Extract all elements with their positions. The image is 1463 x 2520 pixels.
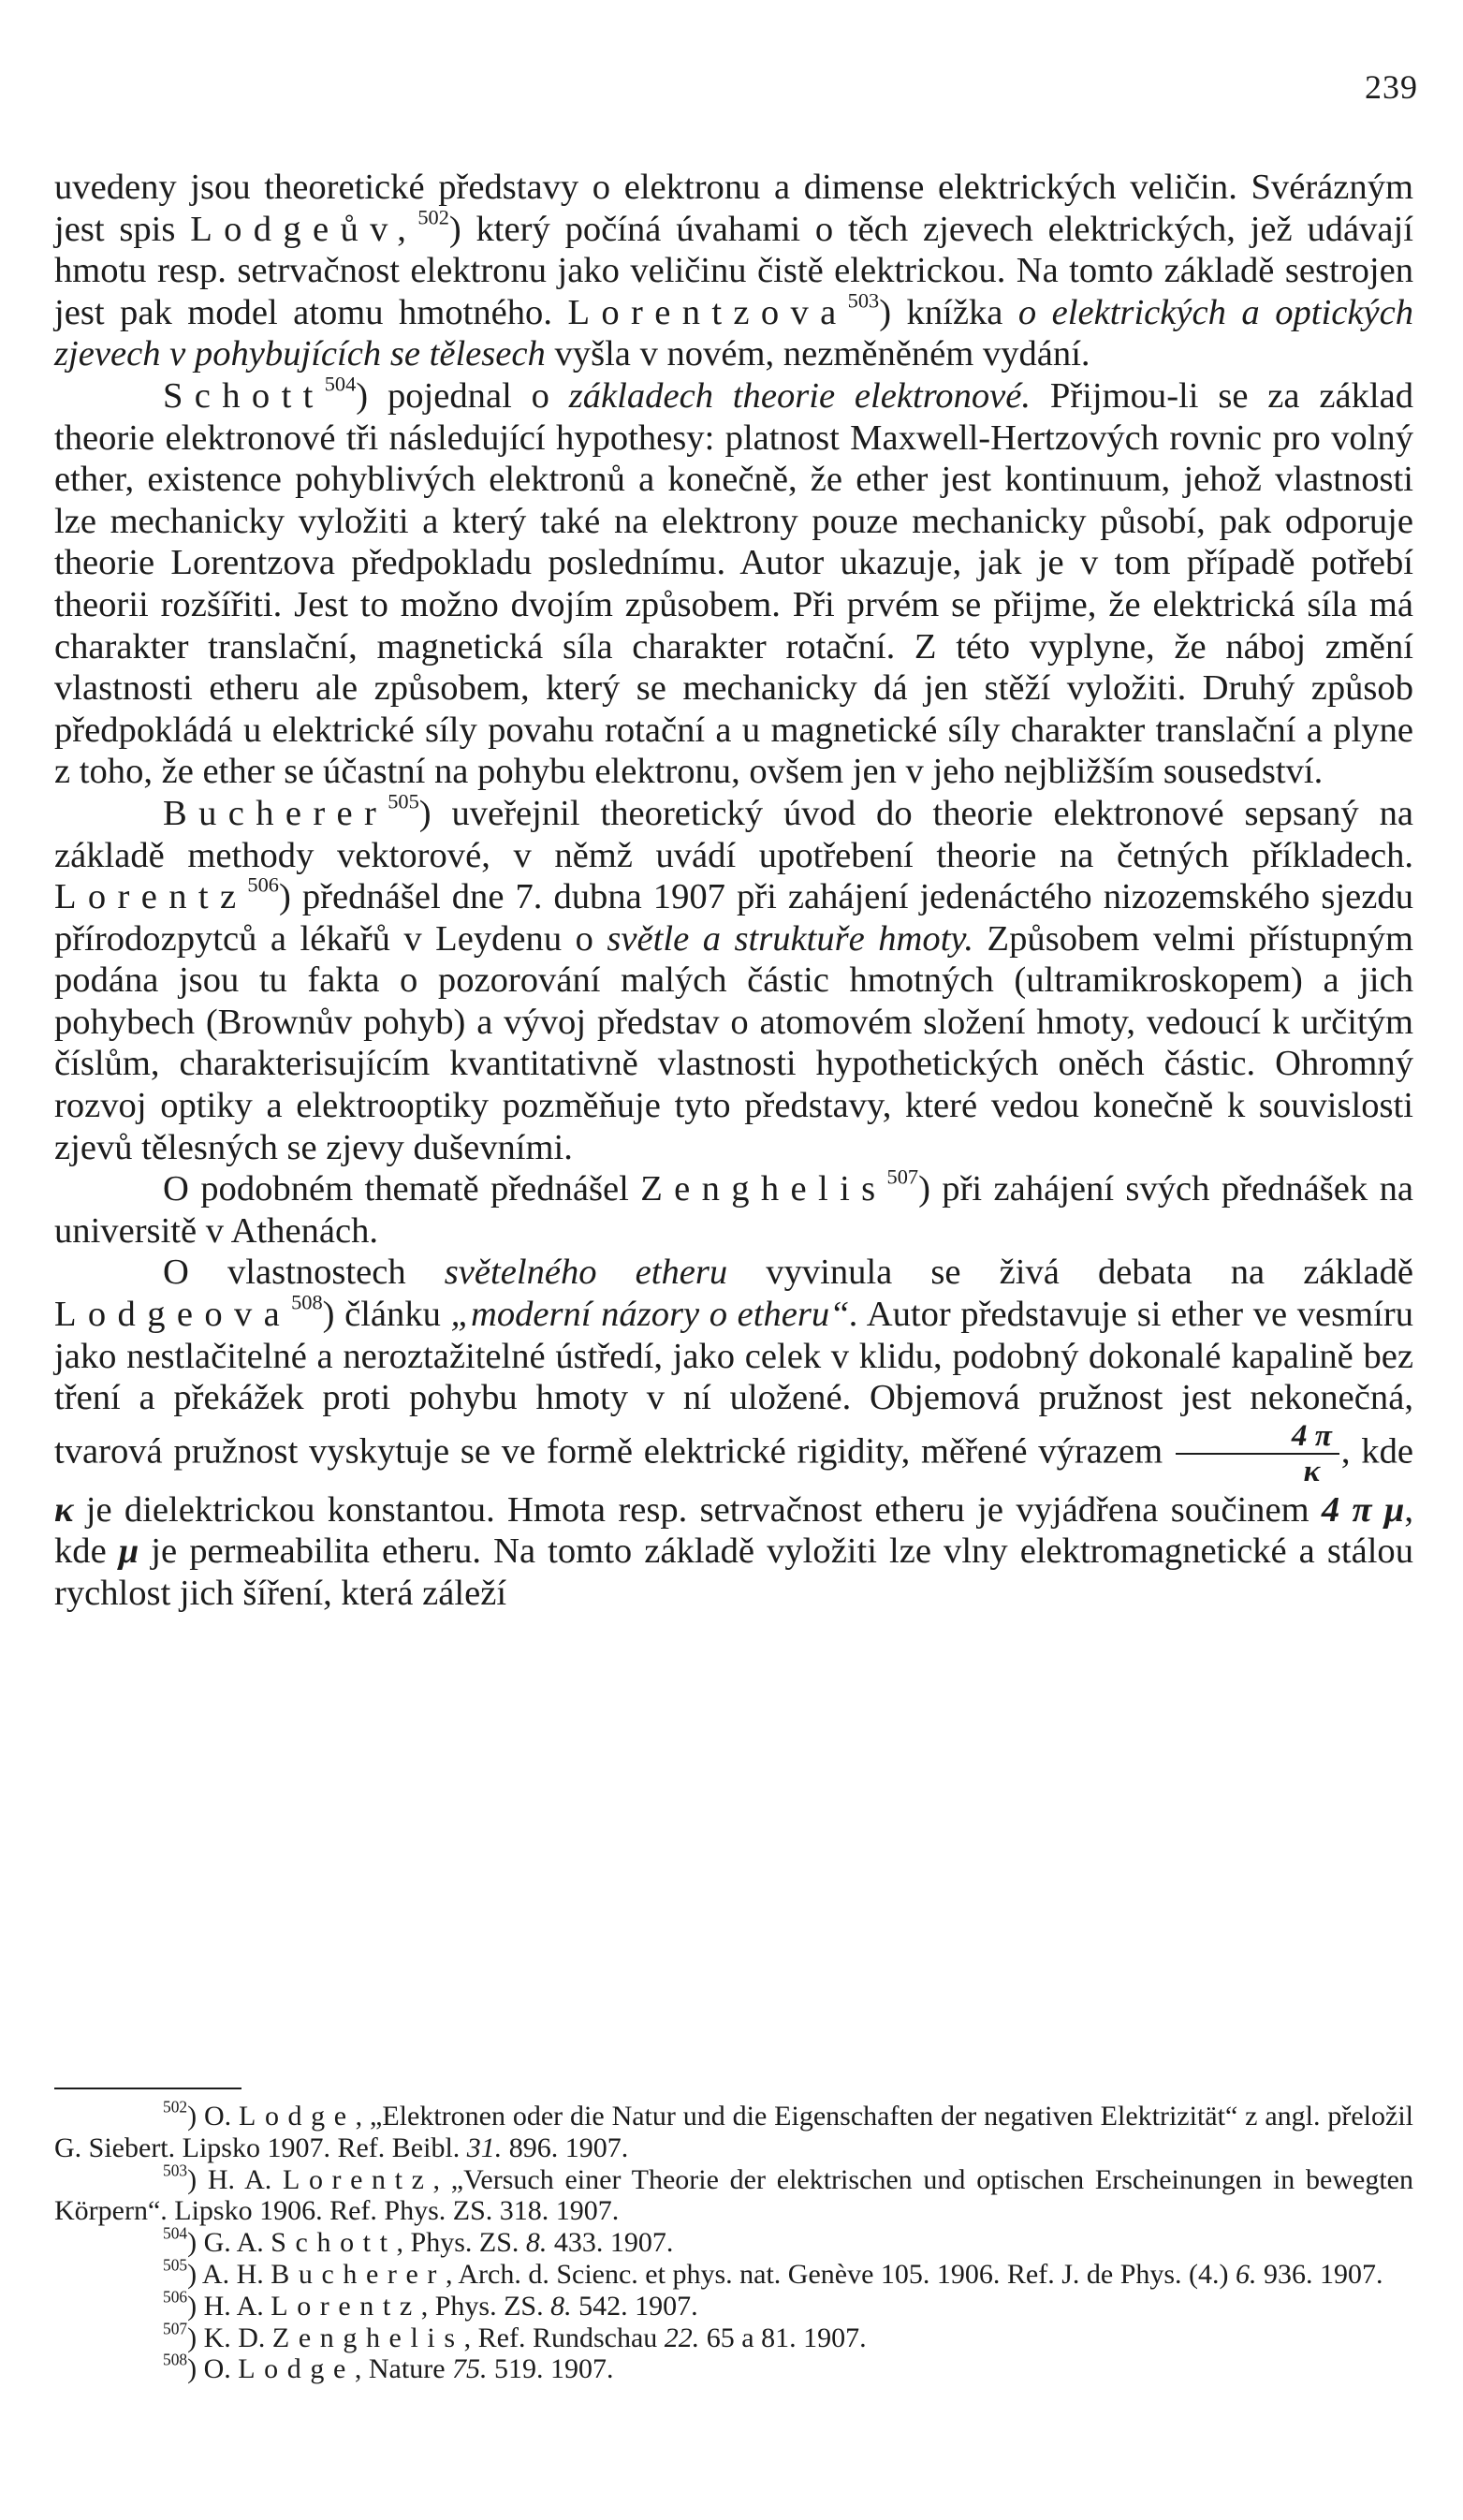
footnote-ref: 502 bbox=[417, 205, 449, 229]
footnote-number: 506 bbox=[163, 2287, 188, 2307]
paragraph bbox=[54, 167, 1413, 375]
volume-number: 31. bbox=[466, 2132, 503, 2163]
text-run: vyvinula se živá debata na základě bbox=[727, 1253, 1413, 1293]
page-number: 239 bbox=[1365, 68, 1418, 106]
text-run: 433. 1907. bbox=[547, 2227, 674, 2259]
author-name: Zenghelis bbox=[271, 2322, 464, 2353]
footnote-ref: 506 bbox=[247, 872, 279, 897]
footnote-number: 504 bbox=[163, 2223, 188, 2243]
author-name: Zenghelis bbox=[640, 1169, 887, 1209]
math-symbol: μ bbox=[118, 1531, 139, 1572]
text-run: je dielektrickou konstantou. Hmota resp. setrvačnost etheru je vyjádřena součinem bbox=[73, 1489, 1322, 1530]
text-run: , Phys. ZS. bbox=[396, 2227, 526, 2259]
text-run: , kde bbox=[54, 1489, 1414, 1572]
footnote-number: 502 bbox=[163, 2097, 188, 2117]
volume-number: 6. bbox=[1236, 2258, 1257, 2290]
text-run: ) K. D. bbox=[187, 2322, 272, 2353]
author-name: Schott bbox=[271, 2227, 397, 2259]
math-expression: 4 π μ bbox=[1321, 1489, 1405, 1530]
author-name: Lorentz bbox=[54, 877, 248, 917]
text-run: , kde bbox=[1340, 1431, 1413, 1472]
work-title: světelného etheru bbox=[444, 1253, 728, 1293]
body-text bbox=[54, 167, 1413, 1615]
author-name: Lodge bbox=[239, 2101, 356, 2132]
text-run: ) A. H. bbox=[187, 2258, 271, 2290]
footnote-number: 505 bbox=[163, 2255, 188, 2275]
footnote bbox=[54, 2319, 1413, 2354]
author-name: Schott bbox=[163, 375, 325, 416]
text-run: Přijmou-li se za základ theorie elektronové tři následující hypothesy: platnost Maxwell-Hertzových rovnic pro volný ether, existence pohyblivých elektronů a konečně, že ether jest kontinuum, jehož vlastnosti lze mechanicky vyložiti a který také na elektrony pouze mechanicky působí, pak odporuje theorie Lorentzova předpokladu poslednímu. Autor ukazuje, jak je v tom případě potřebí theorii rozšířiti. Jest to možno dvojím způsobem. Při prvém se přijme, že elektrická síla má charakter translační, magnetická síla charakter rotační. Z této vyplyne, že náboj změní vlastnosti etheru ale způsobem, který se mechanicky dá jen stěží vyložiti. Druhý způsob předpokládá u elektrické síly povahu rotační a u magnetické síly charakter translační a plyne z toho, že ether se účastní na pohybu elektronu, ovšem jen v jeho nejbližším sousedství. bbox=[54, 375, 1414, 792]
author-name: Lorentz bbox=[271, 2290, 421, 2322]
text-run: ) G. A. bbox=[187, 2227, 271, 2259]
math-symbol: κ bbox=[54, 1489, 74, 1530]
text-run: ) knížka bbox=[879, 292, 1018, 332]
text-run: O podobném thematě přednášel bbox=[163, 1169, 641, 1209]
text-run: 542. 1907. bbox=[571, 2290, 698, 2322]
text-run: Autor představuje si ether ve vesmíru jako nestlačitelné a neroztažitelné ústředí, jako celek v klidu, podobný dokonalé kapalině bez tření a překážek proti pohybu hmoty v ní uložené. Objemová pružnost jest nekonečná, tvarová pružnost vyskytuje se ve formě elektrické rigidity, měřené výrazem bbox=[54, 1295, 1414, 1472]
text-run: , Nature bbox=[354, 2353, 453, 2385]
footnote bbox=[54, 2223, 1413, 2259]
work-title: světle a struktuře hmoty. bbox=[607, 918, 974, 959]
work-title: „moderní názory o etheru“. bbox=[450, 1295, 859, 1335]
text-run: ) H. A. bbox=[187, 2163, 284, 2195]
text-run: 896. 1907. bbox=[502, 2132, 629, 2163]
volume-number: 22. bbox=[664, 2322, 700, 2353]
text-run: , Phys. ZS. bbox=[420, 2290, 551, 2322]
math-fraction bbox=[1176, 1419, 1339, 1489]
footnote bbox=[54, 2350, 1413, 2385]
paragraph bbox=[54, 1252, 1413, 1614]
text-run: ) pojednal o bbox=[356, 375, 569, 416]
text-run: O vlastnostech bbox=[163, 1253, 445, 1293]
footnote-ref: 504 bbox=[324, 372, 357, 396]
text-run: ) O. bbox=[187, 2353, 239, 2385]
paragraph bbox=[54, 789, 1413, 1168]
footnote-ref: 505 bbox=[388, 789, 419, 813]
footnote-number: 503 bbox=[163, 2161, 188, 2180]
work-title: základech theorie elektronové. bbox=[568, 375, 1031, 416]
footnote bbox=[54, 2287, 1413, 2322]
text-run: , „Elektronen oder die Natur und die Eigenschaften der negativen Elektrizität“ z angl. přeložil G. Siebert. Lipsko 1907. Ref. Beibl. bbox=[54, 2101, 1413, 2163]
text-run: , Ref. Rundschau bbox=[463, 2322, 665, 2353]
volume-number: 75. bbox=[452, 2353, 488, 2385]
text-run: 65 a 81. 1907. bbox=[699, 2322, 867, 2353]
fraction-numerator: 4 π bbox=[1176, 1419, 1339, 1456]
text-run: ) H. A. bbox=[187, 2290, 271, 2322]
fraction-denominator: κ bbox=[1303, 1454, 1321, 1489]
author-name: Lorentzova bbox=[567, 292, 848, 332]
text-run: 936. 1907. bbox=[1256, 2258, 1383, 2290]
text-run: ) uveřejnil theoretický úvod do theorie elektronové sepsaný na základě methody vektorové, v němž uvádí upotřebení theorie na četných příkladech. bbox=[54, 793, 1413, 875]
footnotes bbox=[54, 2097, 1413, 2385]
footnote-divider bbox=[54, 2088, 241, 2089]
text-run: , Arch. d. Scienc. et phys. nat. Genève 105. 1906. Ref. J. de Phys. (4.) bbox=[446, 2258, 1236, 2290]
volume-number: 8. bbox=[525, 2227, 548, 2259]
footnote-ref: 507 bbox=[886, 1165, 919, 1189]
author-name: Lodgeova bbox=[54, 1295, 292, 1335]
paragraph bbox=[54, 372, 1414, 793]
footnote bbox=[54, 2255, 1413, 2291]
text-run: , „Versuch einer Theorie der elektrischen und optischen Erscheinungen in bewegten Körpern“. Lipsko 1906. Ref. Phys. ZS. 318. 1907. bbox=[54, 2163, 1413, 2227]
author-name: Bucherer bbox=[271, 2258, 446, 2290]
footnote-ref: 503 bbox=[847, 288, 880, 313]
footnote bbox=[54, 2161, 1413, 2228]
footnote-number: 507 bbox=[163, 2319, 188, 2338]
text-run: ) který počíná úvahami o těch zjevech elektrických, jež udávají hmotu resp. setrvačnost elektronu jako veličinu čistě elektrickou. Na tomto základě sestrojen jest pak model atomu hmotného. bbox=[54, 209, 1413, 332]
text-run: ) při zahájení svých přednášek na universitě v Athenách. bbox=[54, 1169, 1414, 1251]
footnote-ref: 508 bbox=[291, 1290, 323, 1314]
text-run: je permeabilita etheru. Na tomto základě vyložiti lze vlny elektromagnetické a stálou rychlost jich šíření, která záleží bbox=[54, 1531, 1413, 1614]
text-run: ) přednášel dne 7. dubna 1907 při zahájení jedenáctého nizozemského sjezdu přírodozpytců a lékařů v Leydenu o bbox=[54, 877, 1413, 959]
text-run: 519. 1907. bbox=[487, 2353, 614, 2385]
text-run: Způsobem velmi přístupným podána jsou tu fakta o pozorování malých částic hmotných (ultramikroskopem) a jich pohybech (Brownův pohyb) a vývoj představ o atomovém složení hmoty, vedoucí k určitým číslům, charakterisujícím kvantitativně vlastnosti hypothetických oněch částic. Ohromný rozvoj optiky a elektrooptiky pozměňuje tyto představy, které vedou konečně k souvislosti zjevů tělesných se zjevy duševními. bbox=[54, 918, 1413, 1167]
author-name: Lodgeův, bbox=[190, 209, 418, 249]
volume-number: 8. bbox=[550, 2290, 572, 2322]
paragraph bbox=[54, 1165, 1414, 1252]
text-run: vyšla v novém, nezměněném vydání. bbox=[545, 334, 1090, 374]
text-run: ) článku bbox=[322, 1295, 451, 1335]
author-name: Bucherer bbox=[163, 793, 388, 833]
author-name: Lodge bbox=[238, 2353, 355, 2385]
footnote-number: 508 bbox=[163, 2350, 188, 2369]
work-title: o elektrických a optických zjevech v pohybujících se tělesech bbox=[54, 292, 1413, 374]
text-run: ) O. bbox=[187, 2101, 240, 2132]
footnote bbox=[54, 2097, 1413, 2164]
text-run: uvedeny jsou theoretické představy o elektronu a dimense elektrických veličin. Svérázným jest spis bbox=[54, 168, 1413, 249]
author-name: Lorentz bbox=[283, 2163, 433, 2195]
